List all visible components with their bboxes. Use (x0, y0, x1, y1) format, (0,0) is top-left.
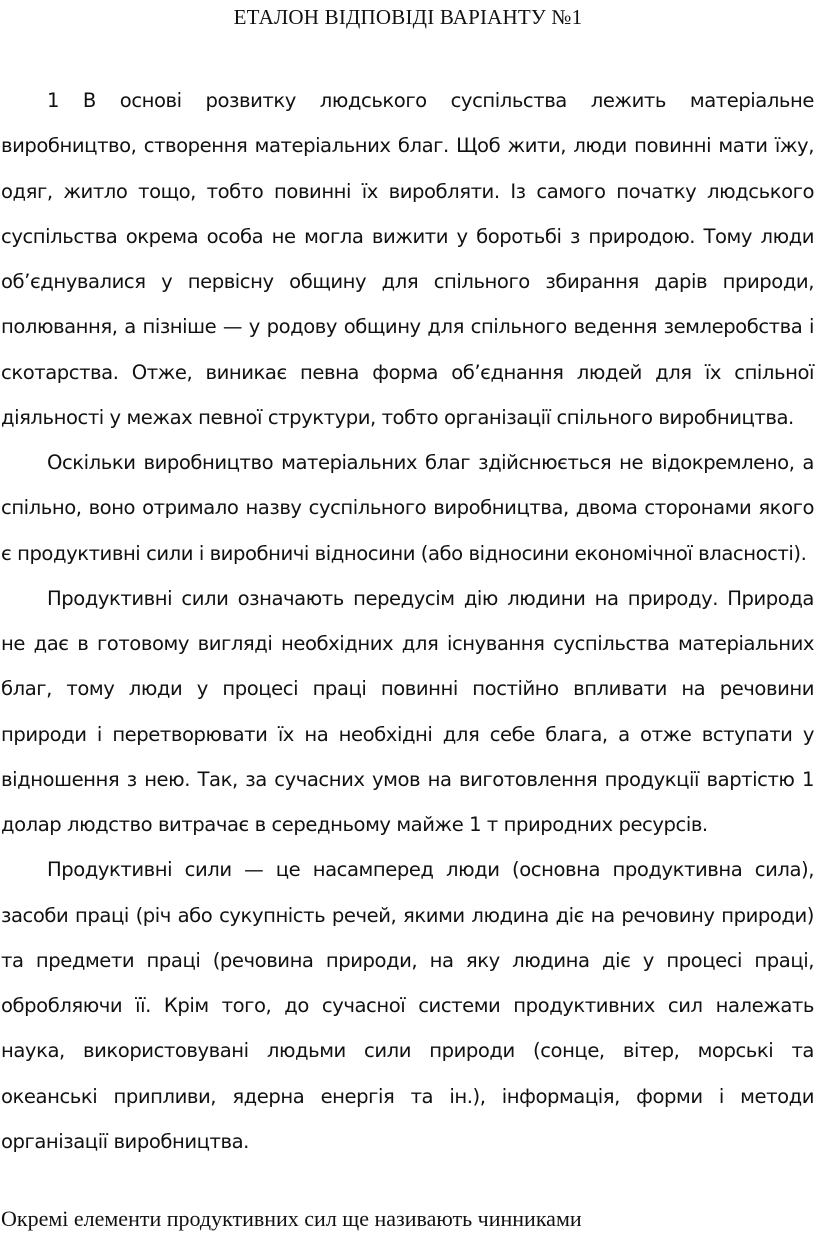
paragraph-3: Продуктивні сили означають передусім дію людини на природу. Природа не дає в готовому вигляді необхідних для існування суспільства матеріальних благ, тому люди у процесі праці повинні постійно впливати на речовини природи і перетворювати їх на необхідні для себе блага, а отже вступати у відношення з нею. Так, за сучасних умов на виготовлення продукції вартістю 1 долар людство витрачає в середньому майже 1 т природних ресурсів. (1, 586, 814, 836)
paragraph-4: Продуктивні сили — це насамперед люди (основна продуктивна сила), засоби праці (річ або сукупність речей, якими людина діє на речовину природи) та предмети праці (речовина природи, на яку людина діє у процесі праці, обробляючи її. Крім того, до сучасної системи продуктивних сил належать наука, використовувані людьми сили природи (сонце, вітер, морські та океанські припливи, ядерна енергія та ін.), інформація, форми і методи організації виробництва. (1, 858, 814, 1153)
paragraph-1: 1 В основі розвитку людського суспільства лежить матеріальне виробництво, створення матеріальних благ. Щоб жити, люди повинні мати їжу, одяг, житло тощо, тобто повинні їх виробляти. Із самого початку людського суспільства окрема особа не могла вижити у боротьбі з природою. Тому люди об’єднувалися у первісну общину для спільного збирання дарів природи, полювання, а пізніше — у родову общину для спільного ведення землеробства і скотарства. Отже, виникає певна форма об’єднання людей для їх спільної діяльності у межах певної структури, тобто організації спільного виробництва. (1, 89, 814, 429)
last-line: Окремі елементи продуктивних сил ще називають чинниками (1, 1206, 582, 1231)
document-title: ЕТАЛОН ВІДПОВІДІ ВАРІАНТУ №1 (233, 5, 583, 29)
paragraph-2: Оскільки виробництво матеріальних благ здійснюється не відокремлено, а спільно, воно отримало назву суспільного виробництва, двома сторонами якого є продуктивні сили і виробничі відносини (або відносини економічної власності). (1, 451, 814, 565)
document-body (1, 78, 814, 1164)
